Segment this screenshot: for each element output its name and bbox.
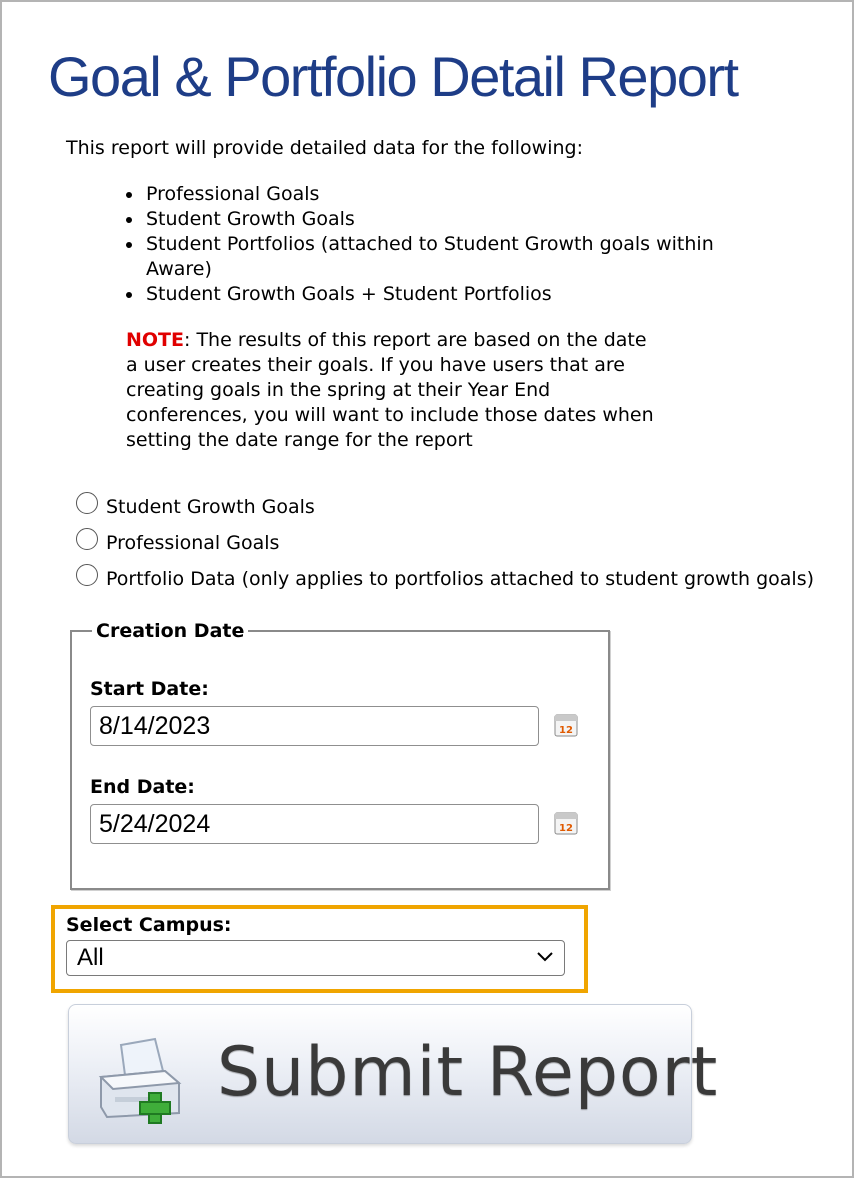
note-label: NOTE: [126, 329, 184, 351]
chevron-down-icon: [536, 949, 554, 963]
end-date-input[interactable]: 5/24/2024: [90, 804, 539, 844]
creation-date-fieldset: [70, 630, 610, 890]
campus-selected-value: All: [77, 944, 104, 971]
report-contents-list: [146, 182, 746, 307]
calendar-icon[interactable]: [553, 810, 579, 836]
radio-professional-goals[interactable]: [76, 532, 279, 554]
printer-add-icon: [93, 1027, 193, 1127]
list-item: Student Growth Goals: [146, 207, 746, 232]
radio-label: Portfolio Data (only applies to portfolios attached to student growth goals): [106, 568, 815, 590]
intro-text: This report will provide detailed data for the following:: [66, 137, 583, 159]
calendar-day-text: 12: [559, 725, 573, 736]
radio-button[interactable]: [76, 492, 98, 514]
radio-label: Professional Goals: [106, 532, 280, 554]
list-item: Student Growth Goals + Student Portfolios: [146, 282, 746, 307]
list-item: Professional Goals: [146, 182, 746, 207]
radio-button[interactable]: [76, 564, 98, 586]
radio-label: Student Growth Goals: [106, 496, 315, 518]
campus-select[interactable]: [66, 940, 565, 976]
end-date-label: End Date:: [90, 776, 195, 798]
creation-date-legend: Creation Date: [92, 620, 248, 642]
list-item: Student Portfolios (attached to Student Growth goals within Aware): [146, 232, 746, 282]
submit-report-label: Submit Report: [217, 1033, 719, 1112]
calendar-icon[interactable]: [553, 712, 579, 738]
note-text: : The results of this report are based on the date a user creates their goals. If you have users that are creating goals in the spring at their Year End conferences, you will want to include those dates when setting the date range for the report: [126, 329, 654, 451]
page-title: Goal & Portfolio Detail Report: [48, 45, 738, 108]
radio-portfolio-data[interactable]: [76, 568, 814, 590]
start-date-input[interactable]: 8/14/2023: [90, 706, 539, 746]
calendar-day-text: 12: [559, 823, 573, 834]
start-date-label: Start Date:: [90, 678, 209, 700]
radio-button[interactable]: [76, 528, 98, 550]
radio-student-growth-goals[interactable]: [76, 496, 315, 518]
submit-report-button[interactable]: [68, 1004, 719, 1144]
select-campus-label: Select Campus:: [66, 914, 232, 936]
note-paragraph: [126, 328, 656, 453]
